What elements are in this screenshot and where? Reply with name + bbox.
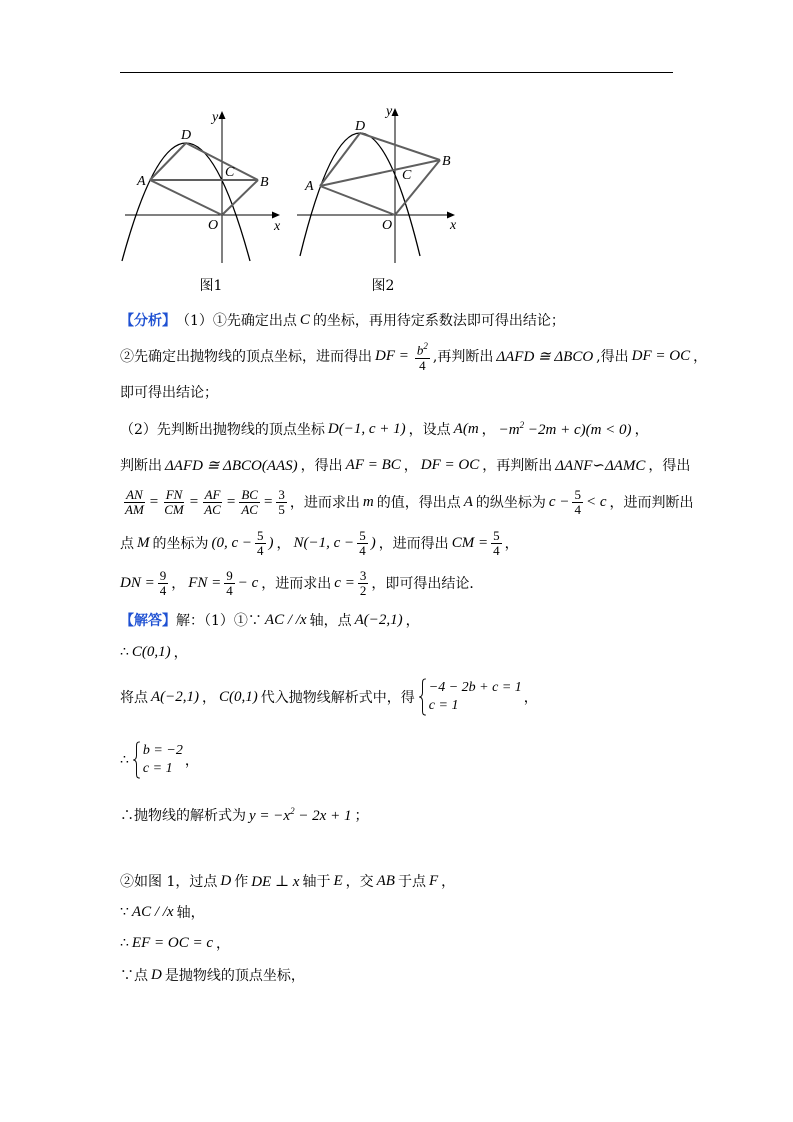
exponent: 2 bbox=[290, 805, 295, 816]
analysis-text: ，进而求出 bbox=[261, 576, 332, 592]
figures-panel bbox=[0, 0, 793, 300]
analysis-text: ， bbox=[403, 458, 418, 474]
solution-text: ∴ bbox=[120, 752, 129, 768]
math-expression: D bbox=[220, 872, 232, 889]
fraction-denominator: 5 bbox=[278, 501, 285, 517]
math-expression: A(m bbox=[453, 420, 479, 437]
math-expression bbox=[499, 420, 632, 439]
fraction-denominator: 4 bbox=[159, 582, 167, 598]
exponent: 2 bbox=[423, 341, 428, 352]
analysis-text: （1）①先确定出点 bbox=[176, 313, 297, 329]
analysis-text: ， bbox=[481, 422, 496, 438]
math-expression: CM = bbox=[451, 534, 489, 551]
solution-text: 轴于 bbox=[302, 874, 331, 890]
point-label-C: C bbox=[402, 168, 412, 183]
equation-rows bbox=[429, 679, 522, 715]
fraction-denominator: 4 bbox=[493, 542, 500, 558]
analysis-text: ，进而判断出 bbox=[609, 495, 694, 511]
fraction bbox=[158, 569, 169, 598]
figure-caption: 图1 bbox=[199, 278, 223, 294]
math-expression: ) bbox=[268, 534, 274, 551]
segment-AD bbox=[150, 143, 186, 180]
math-expression: DN = bbox=[120, 574, 155, 591]
analysis-text: ，即可得出结论． bbox=[371, 576, 484, 592]
analysis-text: ②先确定出抛物线的顶点坐标，进而得出 bbox=[120, 349, 372, 365]
solution-text: ， bbox=[405, 613, 420, 629]
math-expression: F bbox=[428, 872, 439, 889]
analysis-text: ， bbox=[693, 349, 708, 365]
fraction bbox=[255, 529, 266, 558]
point-label-B: B bbox=[260, 175, 269, 190]
math-expression: FN = bbox=[188, 574, 222, 591]
math-expression: ΔANF∽ΔAMC bbox=[555, 457, 646, 474]
equation: −4 − 2b + c = 1 bbox=[428, 680, 522, 695]
point-label-A: A bbox=[137, 174, 146, 189]
fraction bbox=[358, 569, 369, 598]
fraction-numerator: BC bbox=[241, 486, 258, 502]
axis-label-y: y bbox=[386, 104, 393, 119]
axis-label-y: y bbox=[212, 110, 219, 125]
fraction bbox=[491, 529, 502, 558]
math-expression: ΔAFD ≅ ΔBCO bbox=[496, 348, 594, 365]
fraction-denominator: 4 bbox=[226, 582, 233, 598]
fraction bbox=[224, 569, 235, 598]
solution-text: ， bbox=[184, 753, 199, 769]
fraction-numerator: 3 bbox=[278, 486, 285, 502]
equation-system bbox=[132, 741, 183, 779]
y-axis-arrow-icon bbox=[392, 108, 399, 116]
fraction-numerator: 5 bbox=[359, 527, 366, 543]
math-expression: m bbox=[362, 493, 374, 510]
left-brace-icon bbox=[418, 678, 427, 716]
math-term: −2m + c)(m < 0) bbox=[524, 421, 632, 438]
equation-rows bbox=[143, 742, 183, 778]
parabola-curve bbox=[122, 143, 250, 261]
exponent: 2 bbox=[519, 419, 525, 430]
math-expression: N(−1, c − bbox=[293, 534, 355, 551]
math-expression: ΔAFD ≅ ΔBCO(AAS) bbox=[165, 457, 298, 474]
math-expression: AC / /x bbox=[264, 611, 307, 628]
analysis-text: 即可得出结论； bbox=[120, 385, 218, 401]
solution-text: 作 bbox=[234, 874, 249, 890]
solution-text: ②如图 1，过点 bbox=[120, 874, 218, 890]
fraction-denominator: 4 bbox=[574, 501, 581, 517]
analysis-text: ,得出 bbox=[596, 349, 629, 365]
solution-text: ∴ bbox=[120, 644, 129, 660]
fraction-numerator: 3 bbox=[359, 567, 367, 583]
solution-text: ，交 bbox=[345, 874, 374, 890]
solution-text: 代入抛物线解析式中，得 bbox=[260, 690, 415, 706]
fraction-numerator: AN bbox=[126, 486, 143, 502]
equation: b = −2 bbox=[142, 743, 183, 758]
solution-text: 解：（1）①∵ bbox=[176, 613, 262, 629]
fraction-numerator: 5 bbox=[574, 486, 581, 502]
solution-text: ∵ bbox=[120, 904, 129, 920]
solution-text: 是抛物线的顶点坐标， bbox=[164, 968, 305, 984]
variable: b bbox=[416, 342, 424, 358]
analysis-text: 的坐标，再用待定系数法即可得出结论； bbox=[312, 313, 565, 329]
y-axis-arrow-icon bbox=[219, 111, 226, 119]
math-expression: AB bbox=[376, 872, 395, 889]
math-expression: DF = bbox=[375, 347, 409, 364]
math-expression: D bbox=[151, 966, 162, 983]
analysis-tag: 【分析】 bbox=[120, 313, 176, 329]
solution-text: 于点 bbox=[397, 874, 426, 890]
fraction-numerator bbox=[415, 339, 430, 358]
analysis-text: ,再判断出 bbox=[432, 349, 494, 365]
fraction bbox=[162, 488, 186, 517]
fraction bbox=[202, 488, 223, 517]
math-expression: < c bbox=[585, 493, 607, 510]
solution-text: ， bbox=[173, 645, 188, 661]
figure-caption: 图2 bbox=[371, 278, 395, 294]
fraction bbox=[357, 529, 368, 558]
parabola-curve bbox=[300, 133, 420, 256]
math-expression: c = bbox=[334, 574, 355, 591]
analysis-text: 的值，得出点 bbox=[376, 495, 461, 511]
point-label-D: D bbox=[355, 119, 366, 134]
math-expression: A(−2,1) bbox=[354, 611, 403, 628]
solution-tag: 【解答】 bbox=[120, 613, 176, 629]
point-label-A: A bbox=[305, 179, 314, 194]
fraction-denominator: AC bbox=[241, 501, 258, 517]
solution-text: ∴ bbox=[120, 935, 129, 951]
analysis-text: ， bbox=[276, 536, 291, 552]
segment-AO bbox=[150, 180, 222, 215]
math-expression: DF = OC bbox=[420, 456, 480, 473]
math-term: − 2x + 1 bbox=[294, 807, 352, 824]
equation: c = 1 bbox=[142, 761, 173, 776]
analysis-text: ， bbox=[634, 422, 649, 438]
solution-text: ； bbox=[354, 808, 369, 824]
axis-label-x: x bbox=[450, 218, 457, 233]
math-term: −m bbox=[498, 421, 520, 438]
solution-text: 轴，点 bbox=[309, 613, 352, 629]
fraction-numerator: FN bbox=[165, 486, 183, 502]
fraction-denominator: 2 bbox=[359, 582, 367, 598]
math-expression: AF = BC bbox=[345, 456, 401, 473]
equals-sign: = bbox=[189, 493, 199, 510]
solution-text: ∴抛物线的解析式为 bbox=[120, 808, 246, 824]
analysis-text: 点 bbox=[120, 536, 134, 552]
math-expression: E bbox=[333, 872, 343, 889]
solution-text: ∵点 bbox=[120, 968, 148, 984]
fraction-numerator: 9 bbox=[226, 567, 233, 583]
point-label-C: C bbox=[225, 165, 235, 180]
axis-label-x: x bbox=[274, 219, 281, 234]
math-expression: M bbox=[137, 534, 150, 551]
math-expression: C bbox=[299, 311, 310, 328]
fraction-denominator: 4 bbox=[419, 357, 426, 373]
math-expression: D(−1, c + 1) bbox=[327, 420, 406, 437]
math-expression: DE ⊥ x bbox=[251, 873, 300, 890]
math-expression: c − bbox=[548, 493, 570, 510]
point-label-B: B bbox=[442, 154, 451, 169]
fraction-denominator: 4 bbox=[257, 542, 264, 558]
analysis-text: （2）先判断出抛物线的顶点坐标 bbox=[120, 422, 325, 438]
segment-OB bbox=[222, 180, 258, 215]
equals-sign: = bbox=[226, 493, 236, 510]
analysis-text: 的纵坐标为 bbox=[475, 495, 546, 511]
fraction-denominator: CM bbox=[164, 501, 184, 517]
analysis-text: 判断出 bbox=[120, 458, 162, 474]
equation: c = 1 bbox=[428, 698, 459, 713]
segment-AO bbox=[320, 186, 395, 215]
analysis-text: ，得出 bbox=[300, 458, 343, 474]
point-label-D: D bbox=[181, 128, 192, 143]
math-expression bbox=[249, 806, 351, 825]
fraction bbox=[415, 339, 430, 372]
fraction bbox=[276, 488, 287, 517]
math-expression: ) bbox=[370, 534, 376, 551]
fraction-numerator: 5 bbox=[493, 527, 500, 543]
fraction-denominator: 4 bbox=[359, 542, 366, 558]
point-label-O: O bbox=[382, 218, 393, 233]
fraction bbox=[572, 488, 583, 517]
segment-DB bbox=[360, 133, 440, 160]
analysis-text: ，设点 bbox=[408, 422, 451, 438]
fraction-numerator: 9 bbox=[159, 567, 167, 583]
figure-2 bbox=[297, 104, 457, 294]
x-axis-arrow-icon bbox=[272, 212, 280, 219]
analysis-text: 的坐标为 bbox=[152, 536, 209, 552]
analysis-text: ，再判断出 bbox=[482, 458, 553, 474]
point-label-O: O bbox=[208, 218, 219, 233]
math-expression: DF = OC bbox=[631, 347, 691, 364]
math-expression: A bbox=[463, 493, 473, 510]
equals-sign: = bbox=[149, 493, 159, 510]
analysis-text: ，得出 bbox=[648, 458, 691, 474]
math-term: y = −x bbox=[249, 807, 291, 824]
fraction-numerator: AF bbox=[204, 486, 221, 502]
figure-1 bbox=[122, 110, 281, 294]
analysis-text: ， bbox=[171, 576, 186, 592]
math-expression: C(0,1) bbox=[219, 688, 258, 705]
math-expression: EF = OC = c bbox=[131, 934, 213, 951]
analysis-text: ， bbox=[504, 536, 519, 552]
math-expression: A(−2,1) bbox=[151, 688, 200, 705]
left-brace-icon bbox=[132, 741, 141, 779]
analysis-text: ，进而求出 bbox=[289, 495, 360, 511]
fraction-numerator: 5 bbox=[257, 527, 264, 543]
fraction-denominator: AM bbox=[125, 501, 144, 517]
math-expression: C(0,1) bbox=[131, 643, 171, 660]
math-expression: AC / /x bbox=[131, 903, 174, 920]
math-expression: − c bbox=[237, 574, 259, 591]
fraction bbox=[239, 488, 260, 517]
fraction-denominator: AC bbox=[204, 501, 221, 517]
equals-sign: = bbox=[263, 493, 273, 510]
solution-text: ， bbox=[202, 690, 217, 706]
analysis-text: ，进而得出 bbox=[378, 536, 449, 552]
solution-text: ， bbox=[523, 690, 538, 706]
solution-text: 轴， bbox=[176, 905, 205, 921]
math-expression: (0, c − bbox=[211, 534, 253, 551]
solution-text: 将点 bbox=[120, 690, 148, 706]
fraction bbox=[123, 488, 146, 517]
solution-text: ， bbox=[216, 936, 230, 952]
solution-text: ， bbox=[441, 874, 456, 890]
equation-system bbox=[418, 678, 522, 716]
